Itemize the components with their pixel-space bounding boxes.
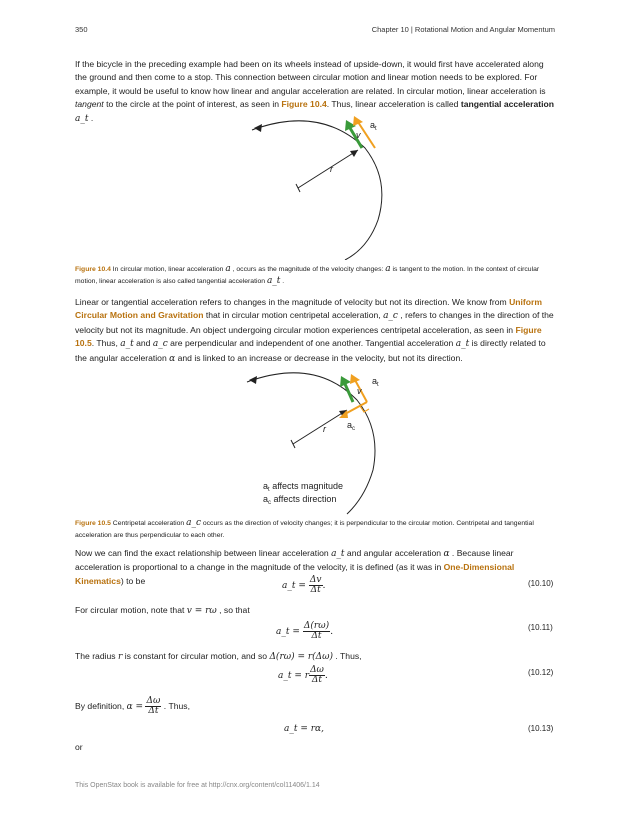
label-r: r: [330, 164, 333, 174]
equation-10-12: a_t = r $\frac{\Delta\omega}{\Delta t}$ .: [278, 665, 328, 685]
circle-arc: [252, 121, 382, 260]
paragraph-5: The radius r is constant for circular motion, and so Δ(rω) = r(Δω) . Thus,: [75, 651, 362, 662]
label-v: v: [357, 386, 362, 396]
arc-arrowhead: [254, 124, 262, 132]
radius-line: [298, 150, 358, 188]
equation-number-10-12: (10.12): [528, 668, 554, 677]
equation-number-10-13: (10.13): [528, 724, 554, 733]
paragraph-4: For circular motion, note that v = rω , so that: [75, 605, 250, 616]
figure-10-4-diagram: [240, 110, 400, 260]
circle-arc: [247, 373, 375, 514]
math-at: a_t: [75, 113, 89, 124]
label-at: $a_t$: [370, 120, 377, 132]
paragraph-6: By definition, α = $\frac{\Delta\omega}{\Delta t}$ . Thus,: [75, 696, 190, 716]
label-at: $a_t$: [372, 376, 379, 388]
figure-10-4-caption: Figure 10.4 In circular motion, linear acceleration a , occurs as the magnitude of the velocity changes: a is tangent to the motion. In the context of circular motion, linear acceleration is also called tangential acceleration a_t .: [75, 264, 540, 286]
equation-10-11: a_t = $\frac{\Delta(r\omega)}{\Delta t}$ .: [276, 621, 334, 641]
figure-10-5-caption: Figure 10.5 Centripetal acceleration a_c occurs as the direction of velocity changes; it is perpendicular to the circular motion. Centripetal and tangential acceleration are thus perpendicular to each other.: [75, 518, 534, 539]
running-header: Chapter 10 | Rotational Motion and Angular Momentum: [371, 25, 555, 34]
radius-arrowhead: [350, 150, 358, 157]
tangential-accel-arrowhead: [353, 116, 363, 126]
arc-arrowhead: [249, 376, 257, 384]
paragraph-1: If the bicycle in the preceding example had been on its wheels instead of upside-down, it would first have accelerated along the ground and then come to a stop. This connection between circular motion and linear motion needs to be explored. For example, it would be useful to know how linear and angular acceleration are related. In circular motion, linear acceleration is tangent to the circle at the point of interest, as seen in Figure 10.4. Thus, linear acceleration is called tangential acceleration a_t .: [75, 59, 554, 124]
label-ac: $a_c$: [347, 420, 356, 432]
legend-at: $a_t$ affects magnitude: [263, 481, 344, 493]
link-one-dimensional-kinematics[interactable]: One-Dimensional Kinematics: [75, 562, 515, 586]
page-number: 350: [75, 25, 88, 34]
paragraph-2: Linear or tangential acceleration refers to changes in the magnitude of velocity but not its direction. We know from Uniform Circular Motion and Gravitation that in circular motion centripetal acceleration, a_c , refers to changes in the direction of the velocity but not its magnitude. An object undergoing circular motion experiences centripetal acceleration, as seen in Figure 10.5. Thus, a_t and a_c are perpendicular and independent of one another. Tangential acceleration a_t is directly related to the angular acceleration α and is linked to an increase or decrease in the velocity, but not its direction.: [75, 297, 554, 364]
label-r: r: [323, 424, 326, 434]
figure-10-5-diagram: [235, 362, 395, 517]
radius-tick: [291, 440, 295, 448]
label-v: v: [356, 130, 361, 140]
equation-10-10: a_t = $\frac{\Delta v}{\Delta t}$ .: [282, 575, 326, 595]
velocity-arrow: [345, 384, 353, 402]
equation-10-13: a_t = rα,: [284, 724, 324, 734]
right-angle-marker: [360, 406, 369, 412]
paragraph-7: or: [75, 742, 83, 752]
equation-number-10-10: (10.10): [528, 579, 554, 588]
equation-number-10-11: (10.11): [528, 623, 553, 632]
legend-ac: $a_c$ affects direction: [263, 494, 337, 506]
radius-tick: [296, 184, 300, 192]
tangential-accel-arrowhead: [350, 374, 360, 384]
footer-note: This OpenStax book is available for free at http://cnx.org/content/col11406/1.14: [75, 782, 320, 789]
link-figure-10-4[interactable]: Figure 10.4: [281, 99, 327, 110]
paragraph-3: Now we can find the exact relationship between linear acceleration a_t and angular acceleration α . Because linear acceleration is proportional to a change in the magnitude of the velocity, it is defined (as it was in One-Dimensional Kinematics) to be: [75, 548, 515, 586]
link-figure-10-5[interactable]: Figure 10.5: [75, 324, 542, 349]
radius-line: [293, 410, 347, 444]
link-uniform-circular-motion[interactable]: Uniform Circular Motion and Gravitation: [75, 297, 543, 321]
